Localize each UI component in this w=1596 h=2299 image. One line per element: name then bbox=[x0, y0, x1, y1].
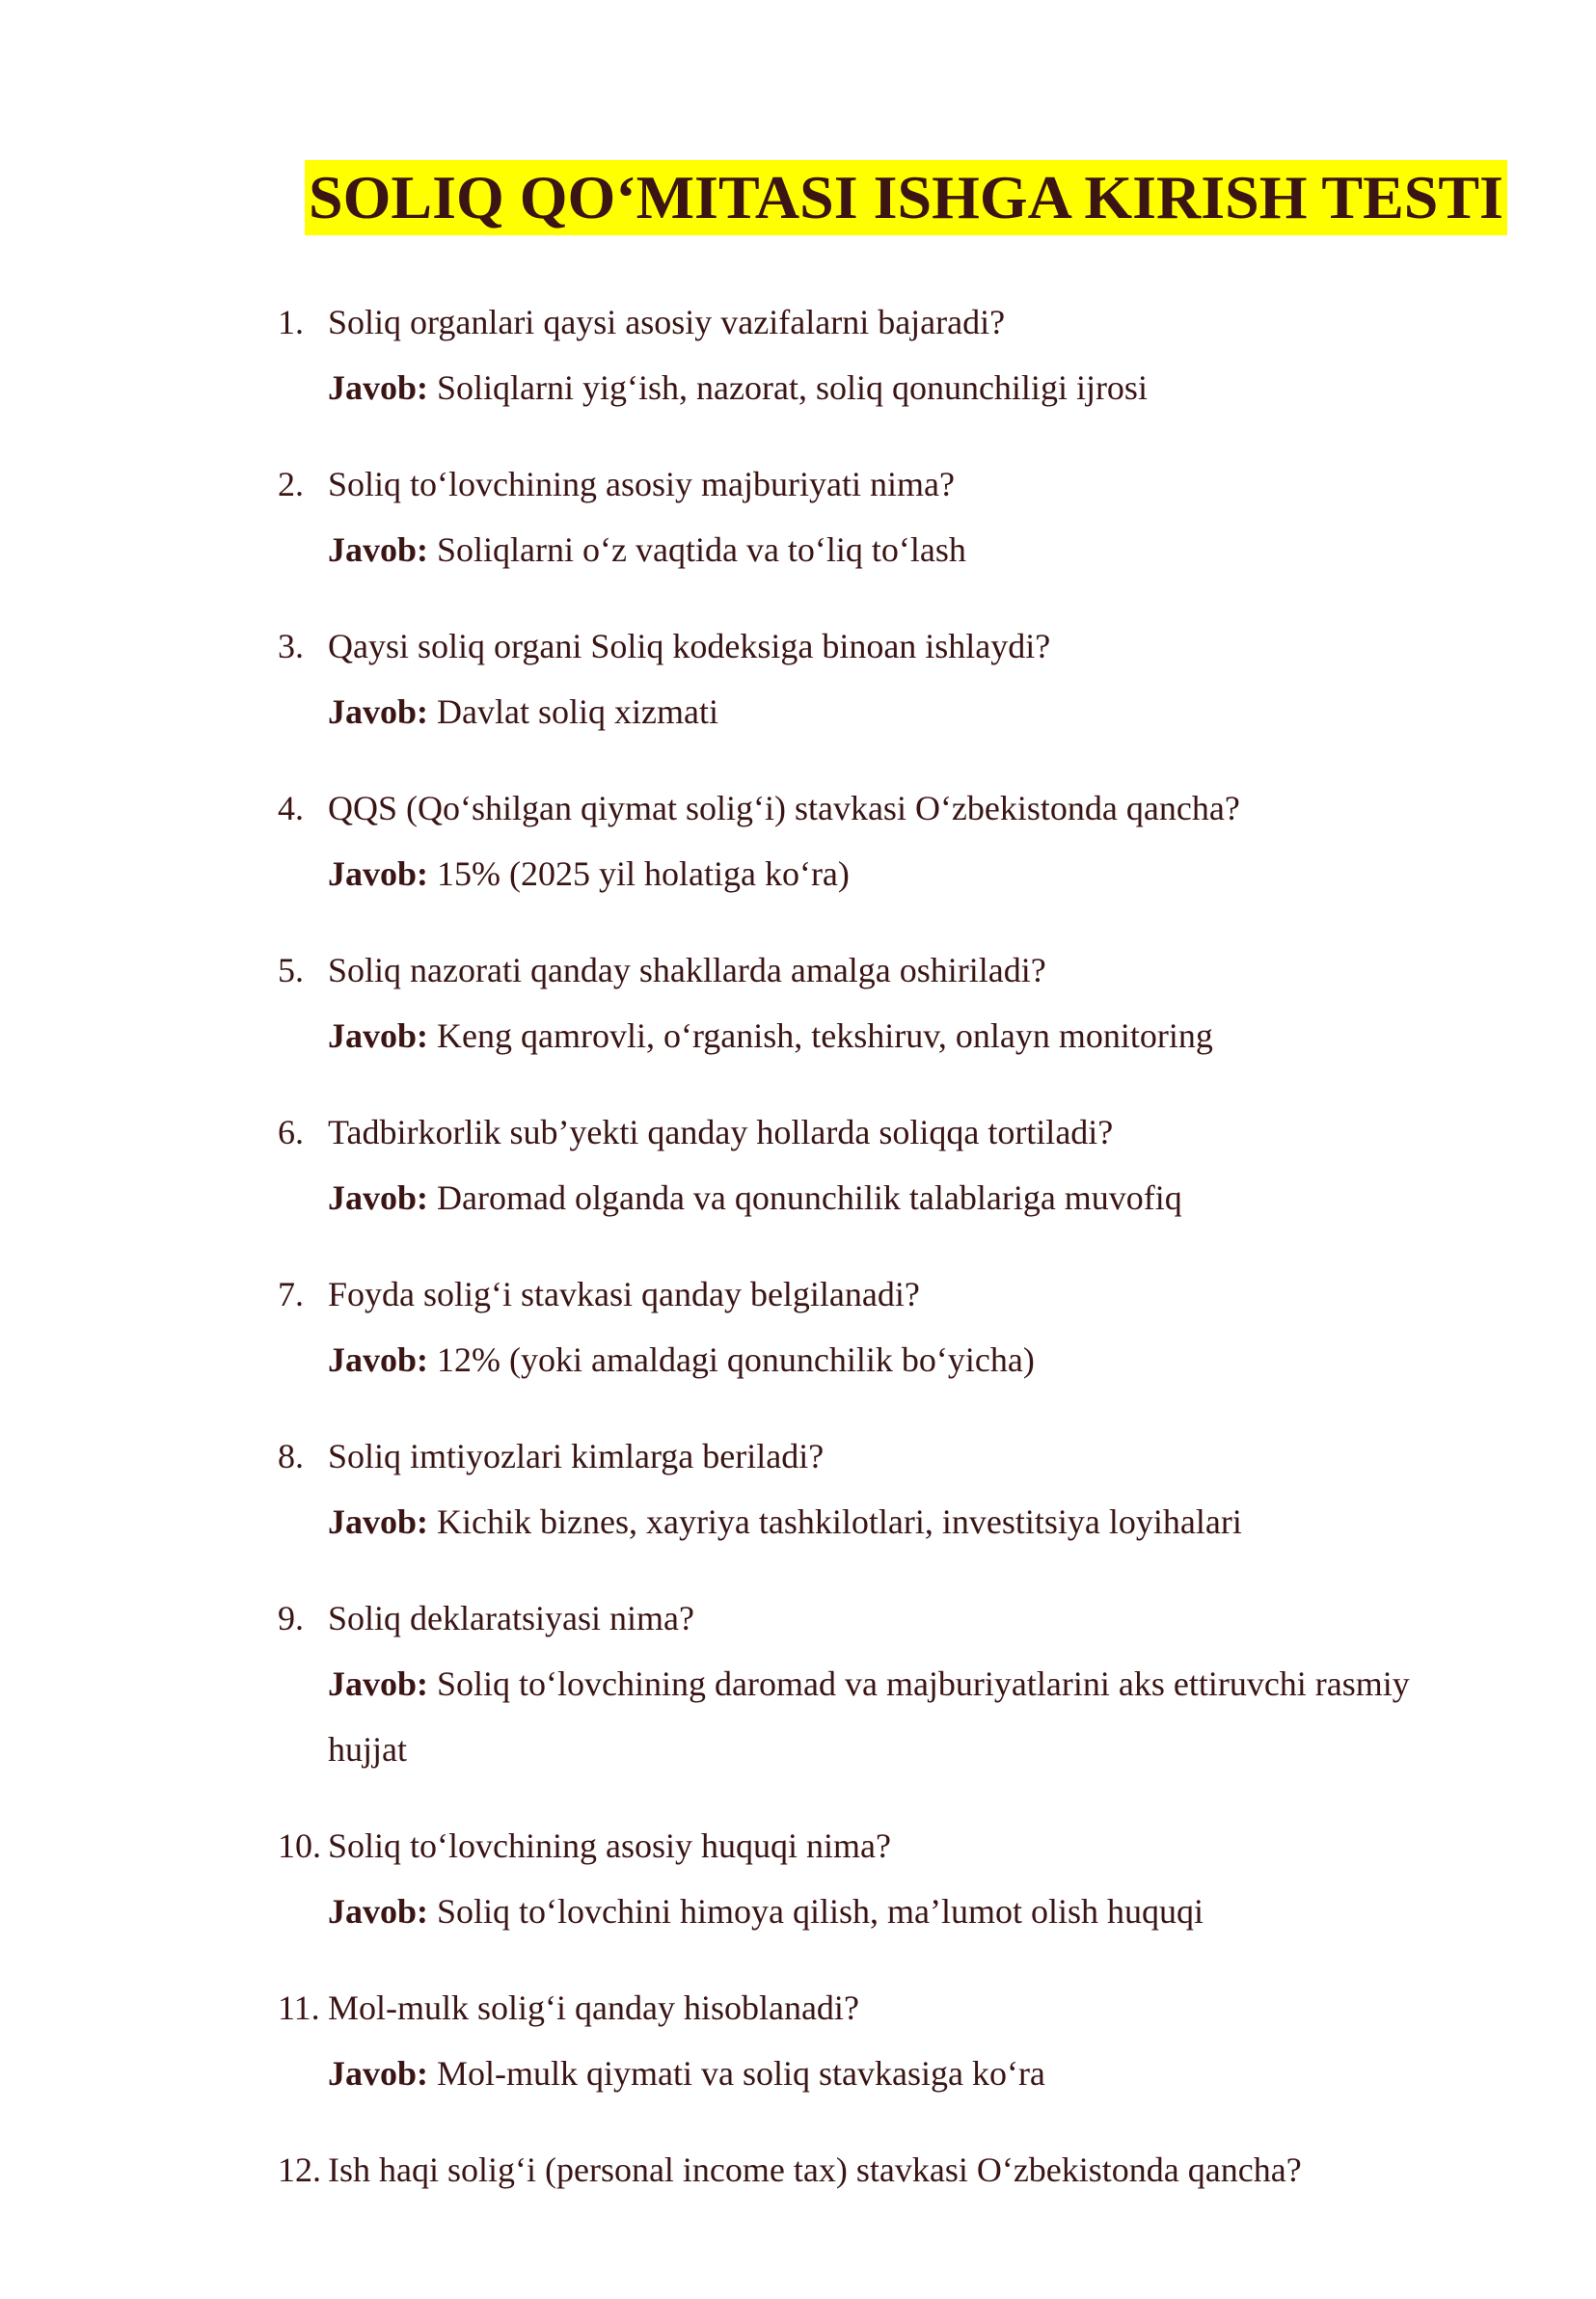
question-item bbox=[0, 451, 1596, 613]
question-number: 2. bbox=[278, 465, 304, 503]
answer-label: Javob: bbox=[328, 2054, 429, 2093]
question-number: 5. bbox=[278, 951, 304, 989]
page-title: SOLIQ QO‘MITASI ISHGA KIRISH TESTI bbox=[305, 160, 1507, 235]
answer-label: Javob: bbox=[328, 530, 429, 569]
question-text: Soliq organlari qaysi asosiy vazifalarni bajaradi? bbox=[328, 303, 1006, 341]
answer-line bbox=[328, 1651, 1418, 1782]
question-item bbox=[0, 289, 1596, 451]
answer-text: 12% (yoki amaldagi qonunchilik bo‘yicha) bbox=[437, 1340, 1035, 1379]
question-number: 8. bbox=[278, 1437, 304, 1475]
answer-text: Keng qamrovli, o‘rganish, tekshiruv, onlayn monitoring bbox=[437, 1016, 1213, 1055]
answer-label: Javob: bbox=[328, 1016, 429, 1055]
answer-label: Javob: bbox=[328, 854, 429, 893]
question-item bbox=[0, 775, 1596, 937]
question-number: 3. bbox=[278, 627, 304, 665]
question-item bbox=[0, 937, 1596, 1099]
answer-line bbox=[328, 1489, 1418, 1555]
answer-text: Soliq to‘lovchini himoya qilish, ma’lumot olish huquqi bbox=[437, 1892, 1204, 1931]
question-number: 4. bbox=[278, 789, 304, 827]
question-number: 10. bbox=[278, 1826, 321, 1865]
question-item bbox=[0, 1975, 1596, 2137]
answer-line bbox=[328, 355, 1418, 420]
question-number: 11. bbox=[278, 1988, 320, 2027]
question-item bbox=[0, 1585, 1596, 1813]
answer-line bbox=[328, 1165, 1418, 1231]
answer-label: Javob: bbox=[328, 1340, 429, 1379]
question-text: Qaysi soliq organi Soliq kodeksiga binoan ishlaydi? bbox=[328, 627, 1051, 665]
question-text: Soliq imtiyozlari kimlarga beriladi? bbox=[328, 1437, 825, 1475]
question-item bbox=[0, 1099, 1596, 1261]
answer-label: Javob: bbox=[328, 1664, 429, 1703]
question-text: Soliq to‘lovchining asosiy majburiyati nima? bbox=[328, 465, 955, 503]
answer-label: Javob: bbox=[328, 1502, 429, 1541]
answer-text: Daromad olganda va qonunchilik talablariga muvofiq bbox=[437, 1178, 1182, 1217]
question-item bbox=[0, 613, 1596, 775]
answer-text: Mol-mulk qiymati va soliq stavkasiga ko‘ra bbox=[437, 2054, 1045, 2093]
answer-line bbox=[328, 1003, 1418, 1068]
title-container bbox=[305, 160, 1503, 235]
question-number: 12. bbox=[278, 2150, 321, 2189]
answer-text: 15% (2025 yil holatiga ko‘ra) bbox=[437, 854, 850, 893]
answer-label: Javob: bbox=[328, 368, 429, 407]
answer-label: Javob: bbox=[328, 1892, 429, 1931]
question-number: 9. bbox=[278, 1599, 304, 1637]
answer-label: Javob: bbox=[328, 1178, 429, 1217]
answer-text: Davlat soliq xizmati bbox=[437, 692, 718, 731]
question-text: Foyda solig‘i stavkasi qanday belgilanadi? bbox=[328, 1275, 920, 1313]
question-list bbox=[0, 289, 1596, 2299]
question-text: Ish haqi solig‘i (personal income tax) stavkasi O‘zbekistonda qancha? bbox=[328, 2150, 1302, 2189]
answer-text: Soliq to‘lovchining daromad va majburiyatlarini aks ettiruvchi rasmiy hujjat bbox=[328, 1664, 1410, 1769]
question-number: 7. bbox=[278, 1275, 304, 1313]
question-number: 1. bbox=[278, 303, 304, 341]
answer-line bbox=[328, 841, 1418, 906]
answer-line bbox=[328, 1327, 1418, 1393]
question-text: Tadbirkorlik sub’yekti qanday hollarda soliqqa tortiladi? bbox=[328, 1113, 1114, 1151]
question-text: Soliq deklaratsiyasi nima? bbox=[328, 1599, 694, 1637]
answer-line bbox=[328, 679, 1418, 744]
answer-line bbox=[328, 2041, 1418, 2106]
answer-text: Soliqlarni o‘z vaqtida va to‘liq to‘lash bbox=[437, 530, 966, 569]
question-item bbox=[0, 1423, 1596, 1585]
question-item bbox=[0, 1261, 1596, 1423]
question-text: Soliq to‘lovchining asosiy huquqi nima? bbox=[328, 1826, 891, 1865]
answer-line bbox=[328, 1879, 1418, 1944]
question-number: 6. bbox=[278, 1113, 304, 1151]
answer-line bbox=[328, 517, 1418, 582]
answer-label: Javob: bbox=[328, 692, 429, 731]
answer-text: Kichik biznes, xayriya tashkilotlari, investitsiya loyihalari bbox=[437, 1502, 1242, 1541]
question-text: Soliq nazorati qanday shakllarda amalga oshiriladi? bbox=[328, 951, 1046, 989]
question-text: Mol-mulk solig‘i qanday hisoblanadi? bbox=[328, 1988, 859, 2027]
question-item bbox=[0, 2137, 1596, 2299]
question-item bbox=[0, 1813, 1596, 1975]
answer-text: Soliqlarni yig‘ish, nazorat, soliq qonunchiligi ijrosi bbox=[437, 368, 1148, 407]
question-text: QQS (Qo‘shilgan qiymat solig‘i) stavkasi O‘zbekistonda qancha? bbox=[328, 789, 1240, 827]
